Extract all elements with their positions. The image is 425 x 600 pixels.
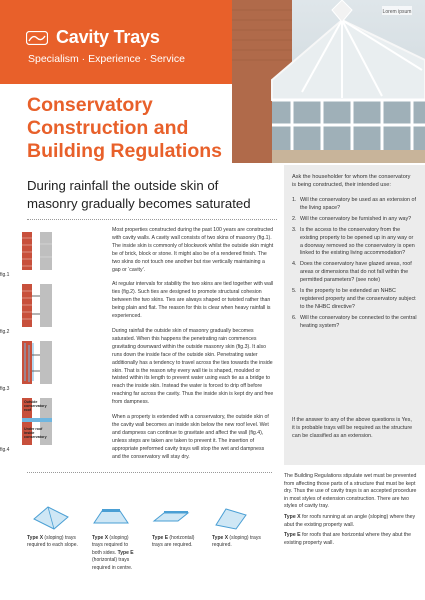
questions-sidebar — [284, 165, 425, 465]
fig3-label: fig.3 — [0, 386, 10, 392]
roof-diagram-hipped — [92, 505, 130, 531]
list-item: 2. Will the conservatory be furnished in any way? — [292, 215, 412, 222]
subtitle-line: masonry gradually becomes saturated — [27, 196, 251, 211]
fig2-label: fig.2 — [0, 329, 10, 335]
fig4-label: fig.4 — [0, 447, 10, 453]
title-line: Construction and — [27, 117, 189, 139]
diagram-caption: Type E (horizontal) trays are required. — [152, 535, 195, 549]
title-line: Building Regulations — [27, 140, 222, 162]
conservatory-photo — [232, 0, 425, 163]
cavity-trays-logo-icon — [26, 31, 48, 45]
fig4-outside-label: Outside conservatory roof — [24, 400, 47, 413]
diagram-caption: Type X (sloping) trays required to both sides. Type E (horizontal) trays required in centre. — [92, 535, 134, 571]
fig1-cavity-wall-diagram — [22, 232, 52, 270]
regulations-text — [284, 473, 420, 550]
diagram-caption: Type X (sloping) trays required. — [212, 535, 261, 549]
body-paragraph: During rainfall the outside skin of masonry gradually becomes saturated. When this happens the penetrating rain commences gravitating downward within the outside masonry skin (fig.3). It also runs down the inside face of the outside skin. Penetrating water additionally has a tendency to travel across the ties towards the inside skin. That is the reason why every wall tie is shaped, moulded or twisted within its length to prevent water using each tie as a bridge to reach the inside skin. Instead the water is forced to drip off before reaching far across the cavity. Thus the inside skin is kept dry and free from dampness. — [112, 327, 274, 406]
brand-logo — [26, 27, 160, 48]
body-text — [112, 227, 274, 468]
fig2-wall-ties-diagram — [22, 284, 52, 327]
list-item: 4. Does the conservatory have glazed areas, roof areas or dimensions that do not fall within the permitted parameters? (see note) — [292, 261, 412, 284]
subtitle-line: During rainfall the outside skin of — [27, 178, 219, 193]
body-paragraph: When a property is extended with a conservatory, the outside skin of the cavity wall becomes an inside skin below the new roof level. Wet and dampness can continue to gravitate and affect the wall (fig.4), unless steps are taken are taken to prevent it. The insertion of appropriate preformed cavity trays will stop the wet and dampness and the conservatory will stay dry. — [112, 414, 269, 460]
brand-name: Cavity Trays — [56, 27, 160, 47]
sidebar-outro: If the answer to any of the above questions is Yes, it is probable trays will be required as the structure can be classified as an extension. — [292, 417, 413, 439]
question-list — [292, 197, 417, 334]
list-item: 1. Will the conservatory be used as an extension of the living space? — [292, 197, 416, 211]
divider — [27, 219, 277, 220]
brand-header — [0, 0, 232, 84]
regulations-intro: The Building Regulations stipulate wet must be prevented from affecting those parts of a structure that must be kept dry. Thus the use of cavity trays is an accepted procedure in most styles of extension construction. There are two styles of cavity tray. — [284, 473, 417, 510]
brand-tagline: Specialism · Experience · Service — [28, 53, 185, 65]
sidebar-intro: Ask the householder for whom the conservatory is being constructed, their intended use: — [292, 174, 411, 188]
list-item: 6. Will the conservatory be connected to the central heating system? — [292, 314, 417, 329]
fig4-under-label: Under roof inside conservatory — [24, 427, 47, 440]
fig3-rain-penetration-diagram — [22, 341, 52, 384]
body-paragraph: At regular intervals for stability the two skins are tied together with wall ties (fig.2). Such ties are designed to promote structural cohesion between the two skins. Ties are always shaped or twisted rather than being plain and flat. The reason for this is clear when heavy rainfall is experienced. — [112, 281, 274, 320]
list-item: 5. Is the property to be extended an NHBC registered property and the conservatory subject to the NHBC directive? — [292, 288, 416, 310]
fig1-label: fig.1 — [0, 272, 10, 278]
divider — [27, 472, 272, 473]
page-title — [27, 94, 237, 163]
page-subtitle — [27, 177, 277, 213]
regulations-type-x: Type X for roofs running at an angle (sloping) where they abut the existing property wall. — [284, 513, 416, 528]
regulations-type-e: Type E for roofs that are horizontal where they abut the existing property wall. — [284, 532, 412, 546]
diagram-caption: Type X (sloping) trays required to each slope. — [27, 535, 78, 549]
photo-sign-text: Lorem ipsum — [382, 9, 412, 15]
list-item: 3. Is the access to the conservatory from the existing property to be opened up in any way or a doorway removed so the conservatory is open linked to the existing living accommodation? — [292, 226, 415, 257]
title-line: Conservatory — [27, 94, 153, 116]
body-paragraph: Most properties constructed during the past 100 years are constructed with cavity walls. A cavity wall consists of two skins of masonry (fig.1). The inside skin is commonly of blockwork whilst the outside skin might be of brick, block or stone. It might also be of a rendered finish. The two skins do not touch one another but rise vertically maintaining a gap or ‘cavity’. — [112, 227, 274, 273]
roof-diagram-flat — [152, 505, 190, 531]
roof-diagram-gable — [32, 505, 70, 531]
roof-diagram-lean-to — [212, 505, 250, 531]
